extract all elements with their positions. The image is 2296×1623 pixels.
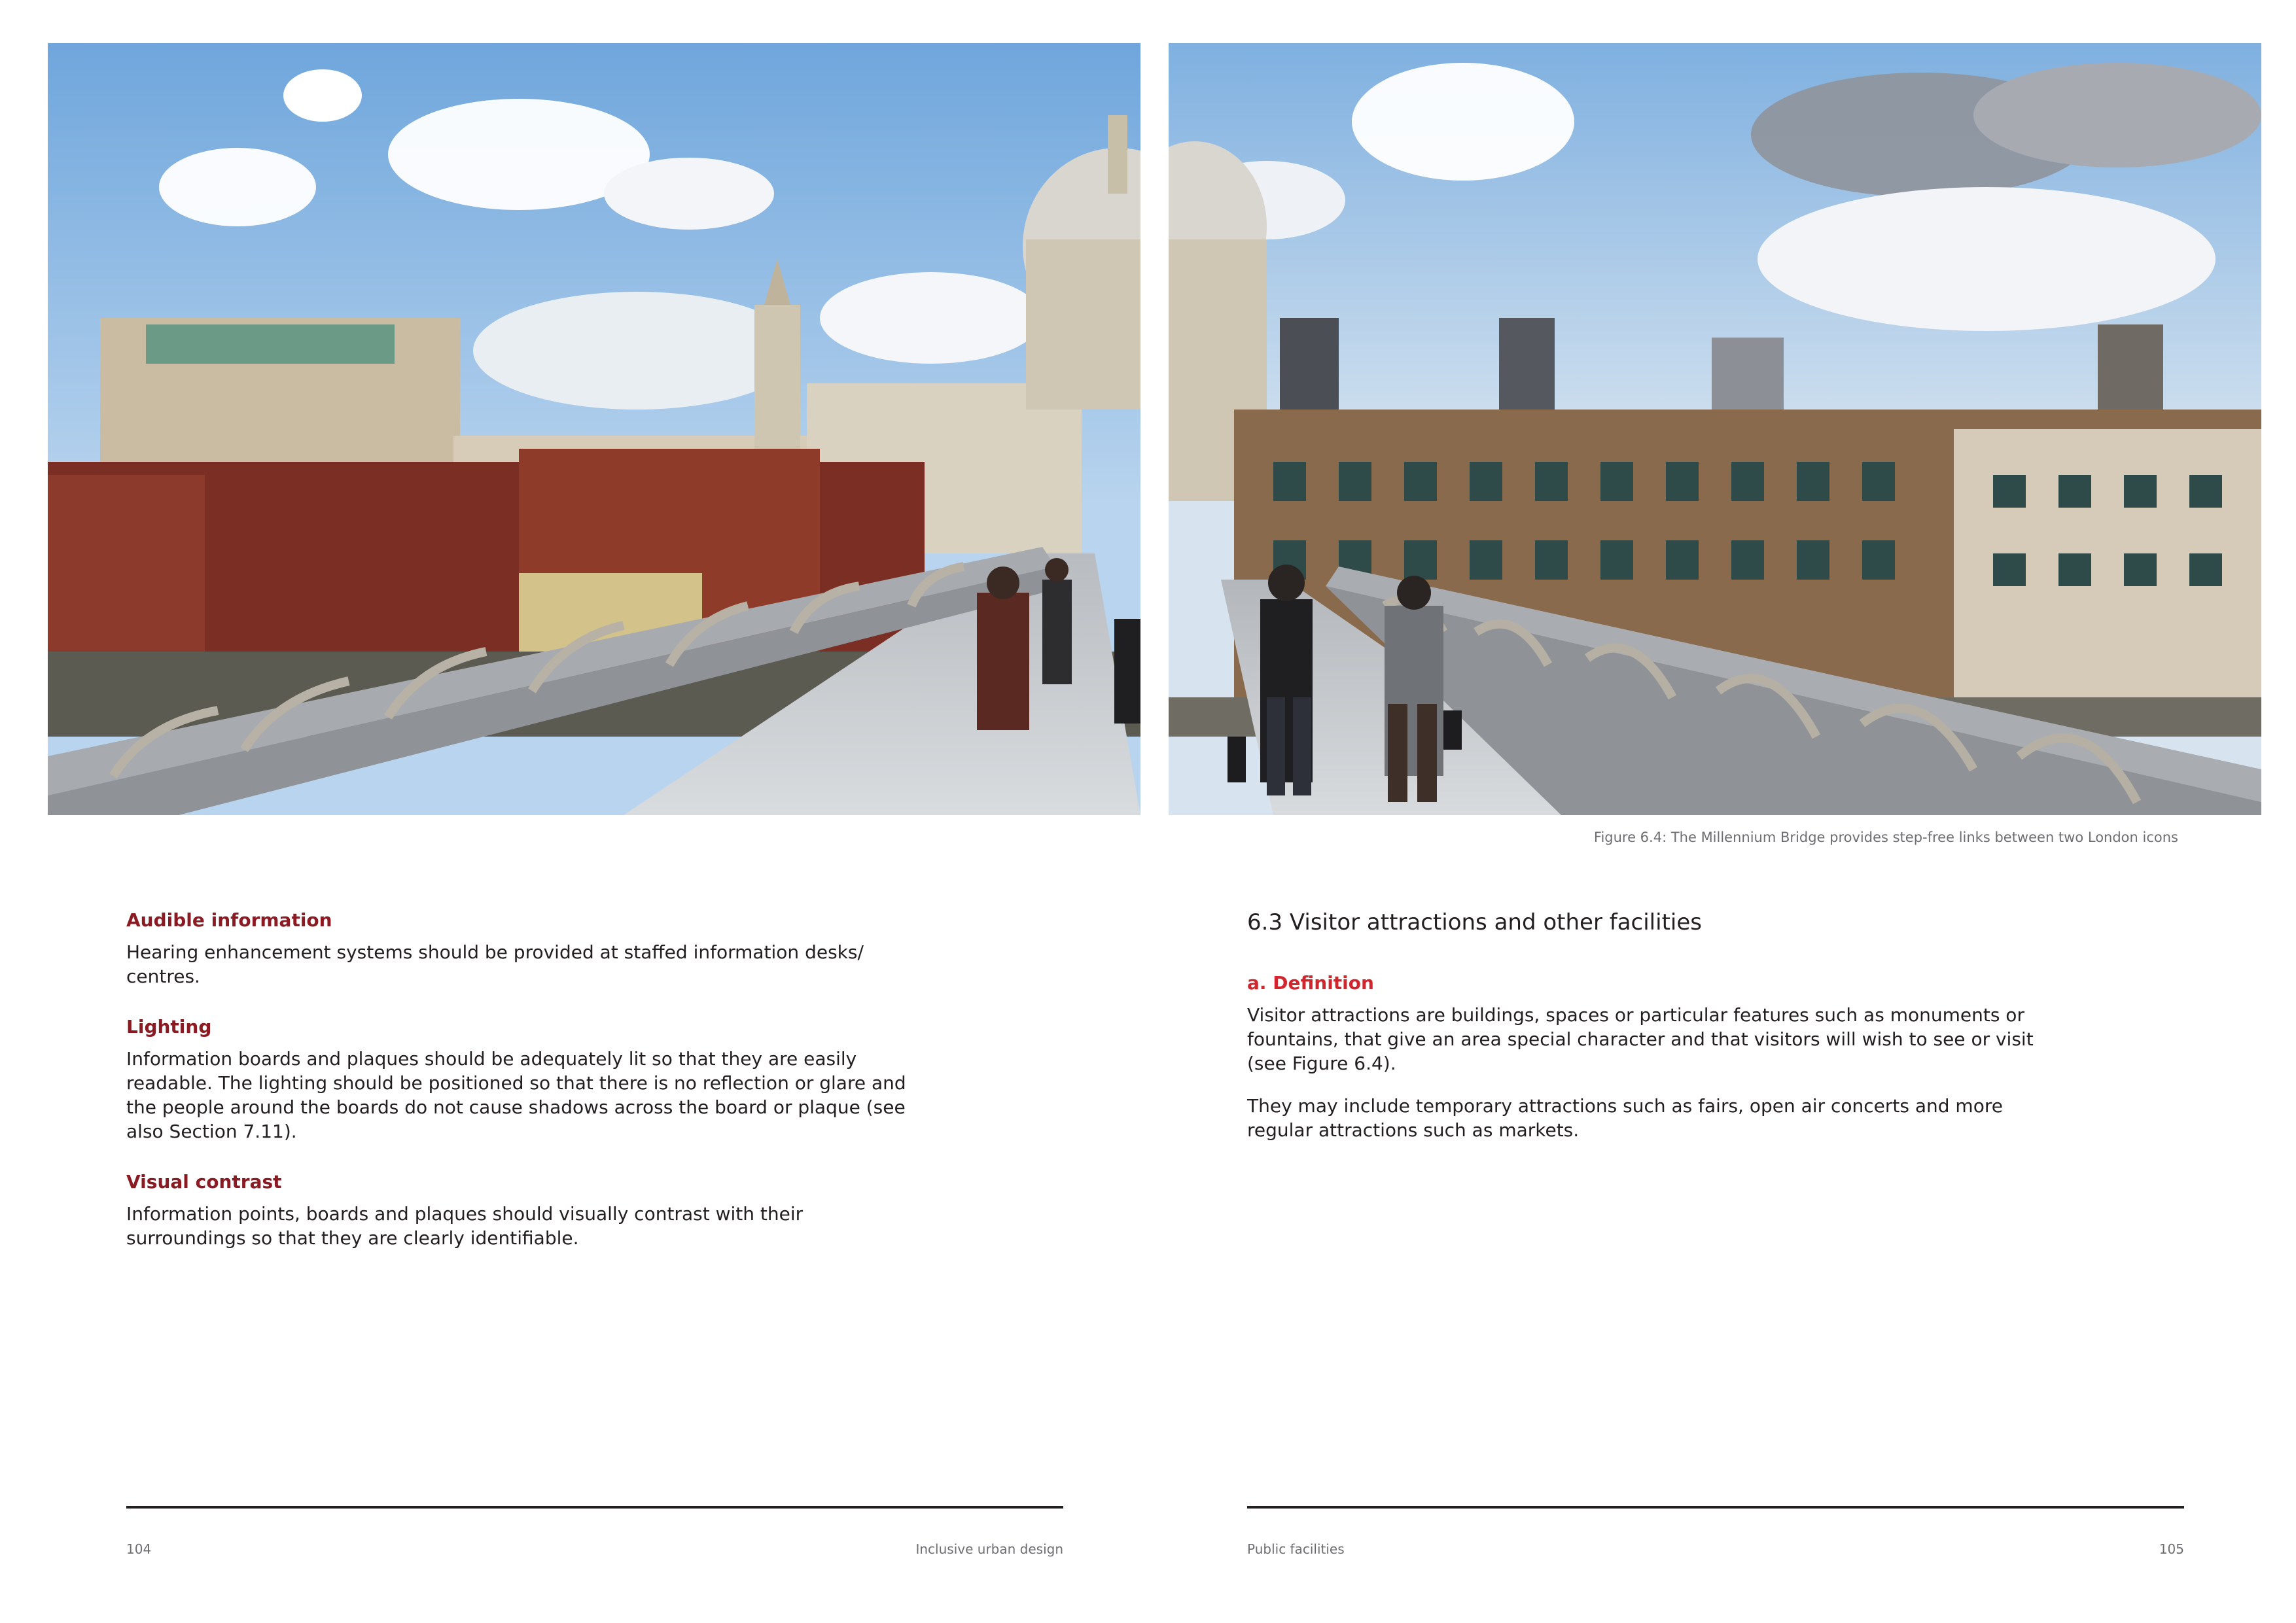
- footer-rule-right: [1247, 1506, 2184, 1509]
- footer-rule-left: [126, 1506, 1063, 1509]
- heading-definition: a. Definition: [1247, 972, 1374, 994]
- millennium-bridge-city-photo: [1169, 43, 2261, 815]
- paragraph-audible-information: Hearing enhancement systems should be provided at staffed information desks/ centres.: [126, 941, 864, 987]
- heading-lighting: Lighting: [126, 1016, 212, 1038]
- paragraph-lighting: Information boards and plaques should be adequately lit so that they are easily readable. The lighting should be positioned so that there is no reflection or glare and the people around the boards do not cause shadows across the board or plaque (see also Section 7.11).: [126, 1048, 906, 1142]
- millennium-bridge-st-pauls-photo: [48, 43, 1140, 815]
- left-page-content: [126, 909, 911, 1278]
- heading-audible-information: Audible information: [126, 909, 332, 931]
- paragraph-definition-1: Visitor attractions are buildings, spaces or particular features such as monuments or fountains, that give an area special character and that visitors will wish to see or visit (see Figure 6.4).: [1247, 1004, 2034, 1074]
- right-page-content: [1247, 909, 2065, 1170]
- paragraph-definition-2: They may include temporary attractions such as fairs, open air concerts and more regular attractions such as markets.: [1247, 1095, 2003, 1141]
- footer-title-left: Inclusive urban design: [915, 1541, 1063, 1557]
- section-title: 6.3 Visitor attractions and other facilities: [1247, 909, 1702, 935]
- paragraph-visual-contrast: Information points, boards and plaques should visually contrast with their surroundings so that they are clearly identifiable.: [126, 1203, 804, 1249]
- page-number-left: 104: [126, 1541, 152, 1557]
- heading-visual-contrast: Visual contrast: [126, 1171, 282, 1193]
- figure-caption: Figure 6.4: The Millennium Bridge provides step-free links between two London icons: [1593, 829, 2178, 845]
- footer-title-right: Public facilities: [1247, 1541, 1345, 1557]
- page-number-right: 105: [2159, 1541, 2184, 1557]
